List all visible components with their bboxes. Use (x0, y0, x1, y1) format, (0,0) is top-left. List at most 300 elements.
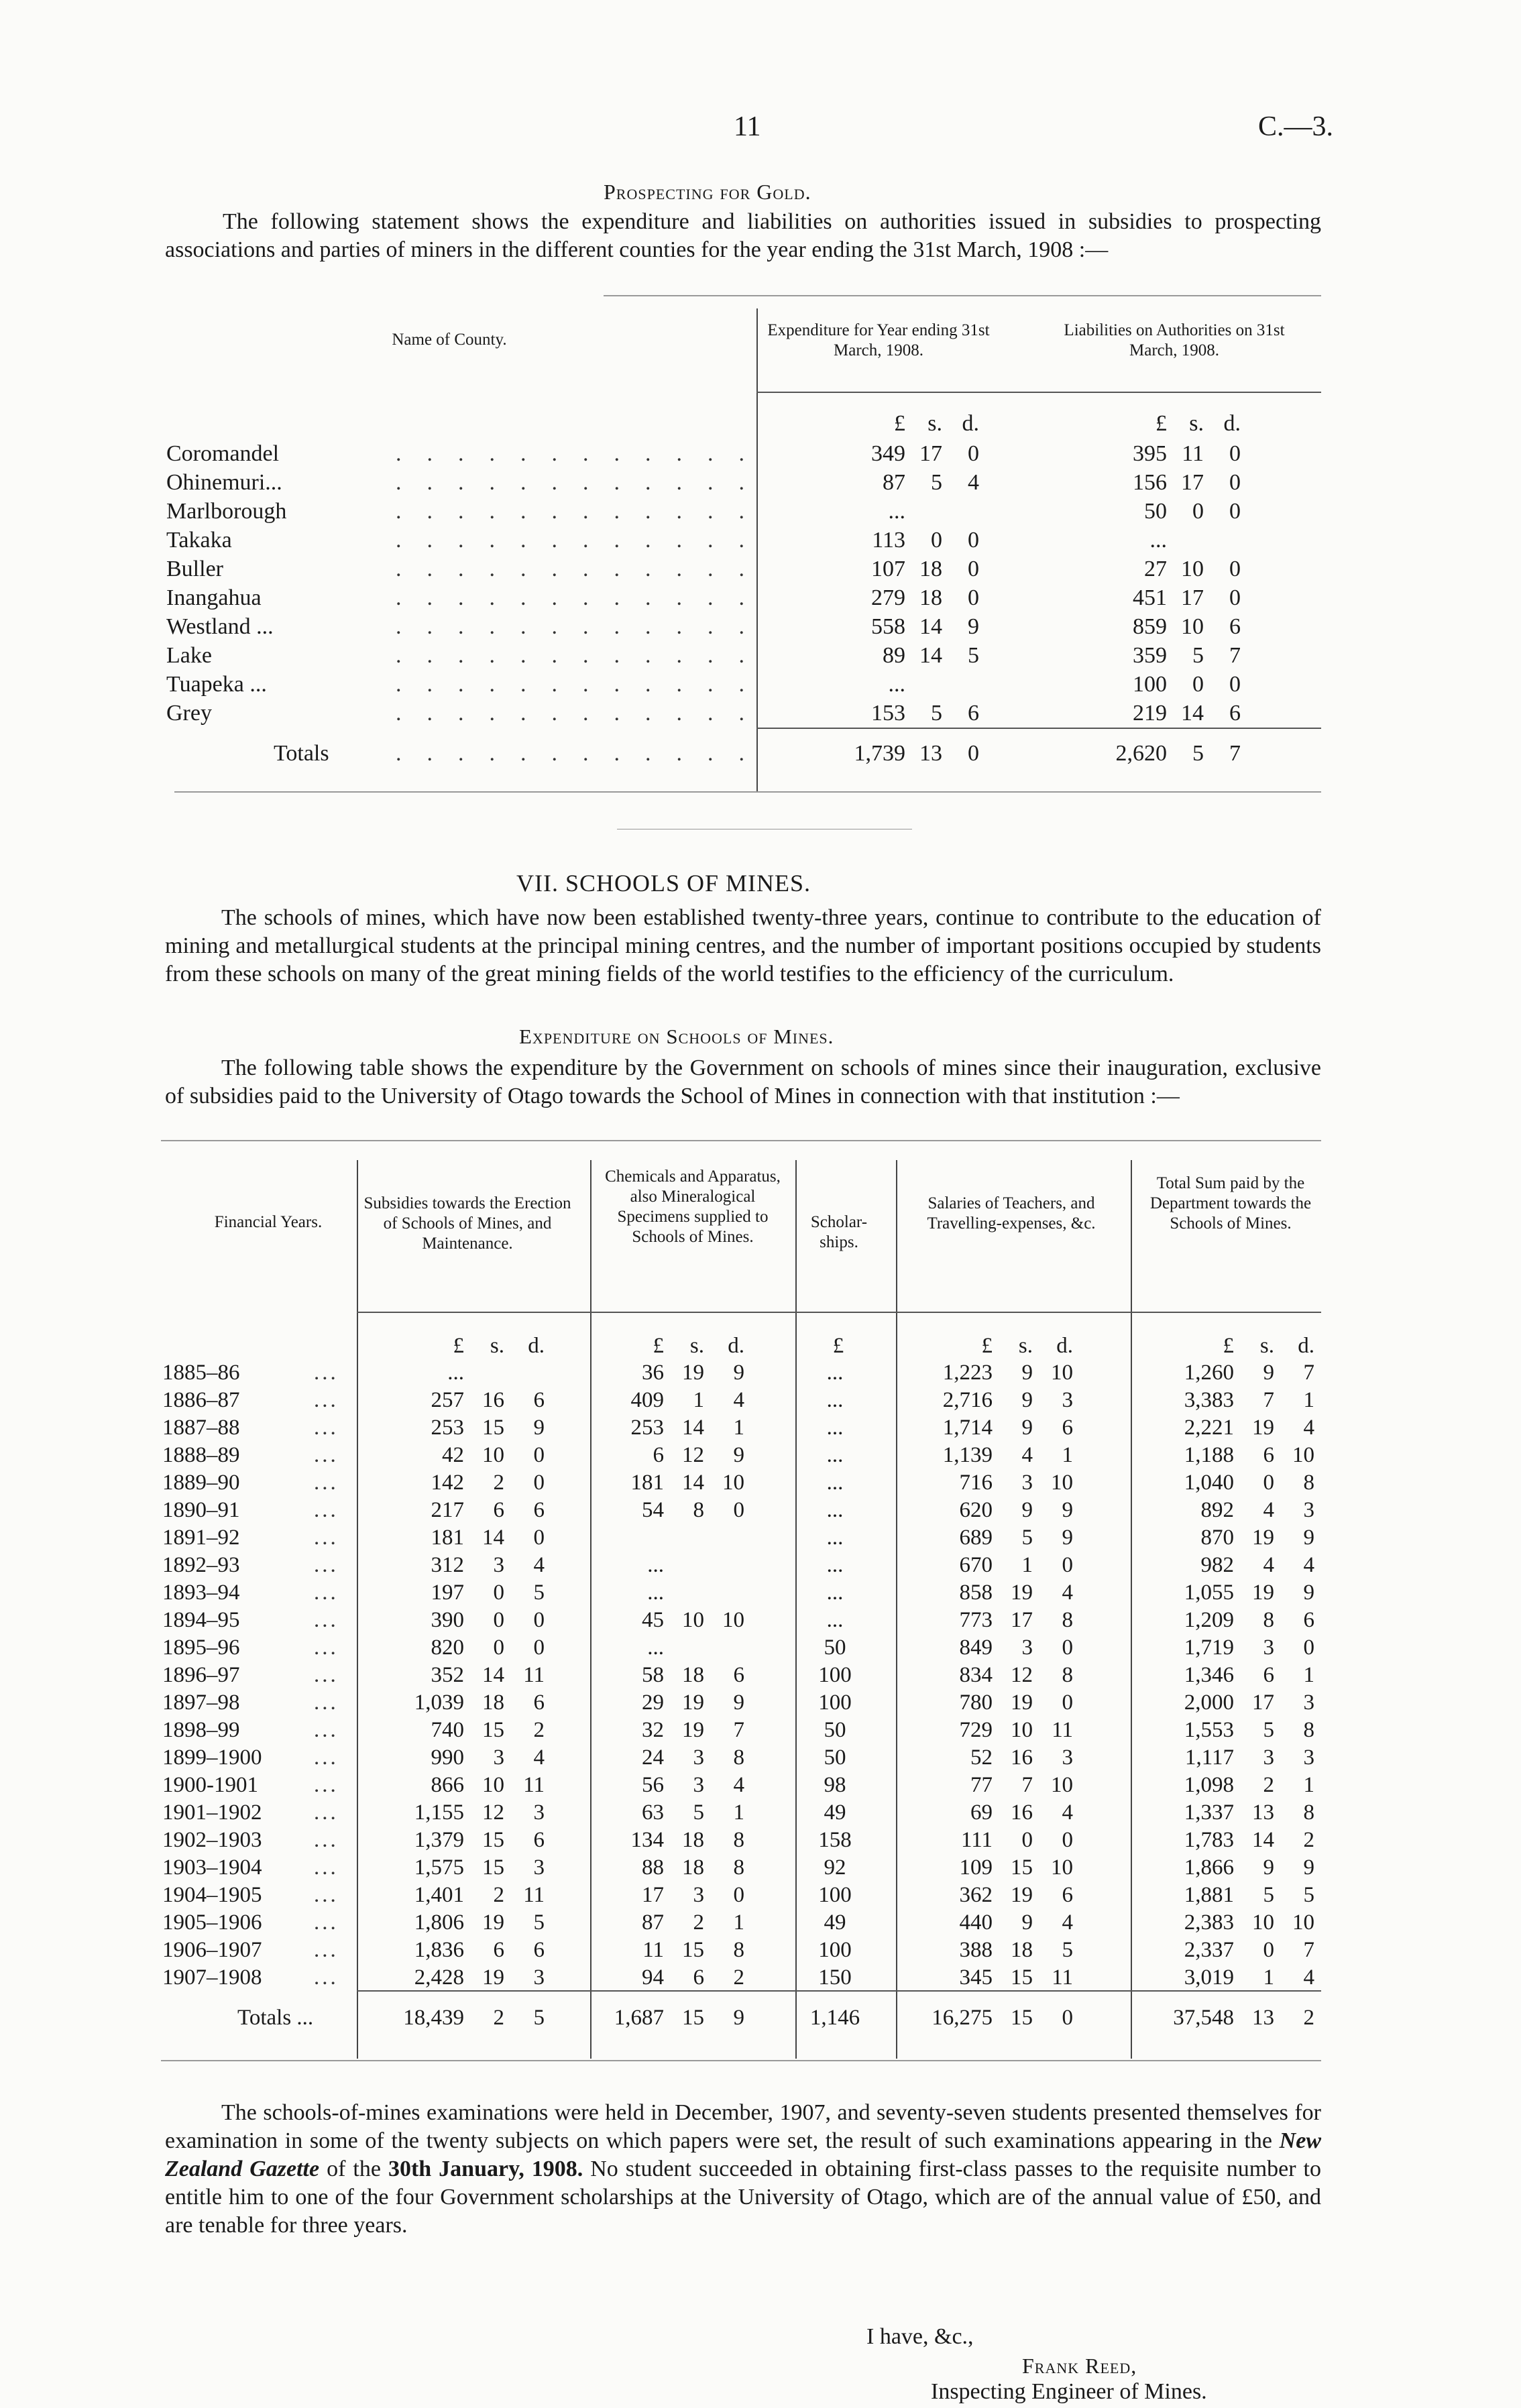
total-shillings: 3 (1263, 1745, 1274, 1770)
total-pence: 4 (1303, 1553, 1314, 1577)
subsidies-shillings: 3 (493, 1745, 504, 1770)
subsidies-pence: 0 (533, 1608, 545, 1632)
liability-pence: 0 (1229, 585, 1241, 610)
leader-dots: ............ (396, 528, 770, 553)
salaries-pence: 11 (1052, 1965, 1073, 1990)
expenditure-pounds: 153 (871, 701, 905, 726)
chemicals-shillings: 8 (693, 1498, 704, 1522)
gold-totals-liab-l: 2,620 (1115, 741, 1167, 766)
scholarships-pounds: ... (826, 1553, 844, 1577)
salaries-pounds: 858 (959, 1581, 993, 1605)
subsidies-pounds: 990 (431, 1745, 464, 1770)
subsidies-shillings: 0 (493, 1608, 504, 1632)
subsidies-pounds: 42 (442, 1443, 464, 1467)
salaries-pounds: 69 (970, 1800, 993, 1825)
total-pounds: 1,260 (1184, 1361, 1234, 1385)
expenditure-shillings: 14 (919, 643, 942, 668)
total-pounds: 2,000 (1184, 1690, 1234, 1715)
subsidies-pence: 0 (533, 1443, 545, 1467)
chemicals-pounds: 409 (630, 1388, 664, 1412)
subsidies-pounds: 197 (431, 1581, 464, 1605)
total-shillings: 3 (1263, 1636, 1274, 1660)
total-pence: 1 (1303, 1388, 1314, 1412)
chemicals-pence: 9 (733, 1443, 744, 1467)
total-pence: 1 (1303, 1663, 1314, 1687)
schools-header-year: Financial Years. (214, 1213, 323, 1231)
schools-table-row (161, 1798, 1321, 1827)
gold-header-liabilities: Liabilities on Authorities on 31st March, 1908. (1064, 321, 1285, 359)
salaries-shillings: 9 (1021, 1910, 1033, 1935)
chemicals-shillings: 19 (682, 1361, 704, 1385)
total-shillings: 19 (1252, 1526, 1274, 1550)
salaries-shillings: 15 (1011, 1965, 1033, 1990)
chemicals-shillings: 6 (693, 1965, 704, 1990)
chemicals-pence: 0 (733, 1883, 744, 1907)
salaries-shillings: 4 (1021, 1443, 1033, 1467)
totals-total-d: 2 (1303, 2006, 1314, 2030)
leader-dots: ... (314, 1718, 339, 1742)
salaries-shillings: 9 (1021, 1498, 1033, 1522)
liability-pounds: 27 (1144, 557, 1167, 581)
leader-dots: ... (314, 1443, 339, 1467)
total-pounds: 1,881 (1184, 1883, 1234, 1907)
leader-dots: ... (314, 1498, 339, 1522)
schools-table-row (161, 1551, 1321, 1580)
leader-dots: ............ (396, 672, 770, 697)
scholarships-pounds: 50 (824, 1636, 846, 1660)
scholarships-pounds: 100 (818, 1663, 852, 1687)
gold-header-expenditure: Expenditure for Year ending 31st March, 1908. (767, 321, 990, 359)
expenditure-pounds: 89 (883, 643, 905, 668)
financial-year: 1903–1904 (162, 1855, 262, 1880)
gold-totals-row (161, 739, 1321, 768)
leader-dots: ............ (396, 470, 770, 495)
chem-unit-s: s. (689, 1334, 704, 1358)
salaries-pence: 3 (1062, 1745, 1073, 1770)
expenditure-shillings: 18 (919, 557, 942, 581)
schools-table-title: Expenditure on Schools of Mines. (519, 1025, 834, 1048)
total-shillings: 0 (1263, 1471, 1274, 1495)
subsidies-pence: 9 (533, 1416, 545, 1440)
chemicals-shillings: 18 (682, 1663, 704, 1687)
scholarships-pounds: 49 (824, 1800, 846, 1825)
salaries-pence: 5 (1062, 1938, 1073, 1962)
salaries-pence: 8 (1062, 1663, 1073, 1687)
closing-text-2: of the (319, 2157, 388, 2181)
leader-dots: ... (314, 1773, 339, 1797)
expenditure-shillings: 5 (931, 470, 942, 495)
gold-table-row (161, 583, 1321, 612)
gold-totals-label: Totals (274, 741, 329, 766)
chemicals-pence: 8 (733, 1938, 744, 1962)
salaries-pence: 0 (1062, 1690, 1073, 1715)
gazette-date: 30th January, 1908. (388, 2157, 583, 2181)
liability-pence: 7 (1229, 643, 1241, 668)
salaries-pence: 10 (1051, 1855, 1073, 1880)
total-pence: 8 (1303, 1800, 1314, 1825)
gold-totals-exp-s: 13 (919, 741, 942, 766)
chem-unit-l: £ (653, 1334, 664, 1358)
subsidies-pounds: 257 (431, 1388, 464, 1412)
total-shillings: 5 (1263, 1718, 1274, 1742)
subsidies-shillings: 16 (482, 1388, 504, 1412)
total-shillings: 9 (1263, 1361, 1274, 1385)
subsidies-pounds: 2,428 (414, 1965, 464, 1990)
liability-pounds: 219 (1133, 701, 1167, 726)
salaries-shillings: 9 (1021, 1361, 1033, 1385)
liability-shillings: 0 (1192, 499, 1204, 524)
total-shillings: 4 (1263, 1553, 1274, 1577)
financial-year: 1901–1902 (162, 1800, 262, 1825)
subsidies-pence: 4 (533, 1745, 545, 1770)
salaries-pence: 0 (1062, 1828, 1073, 1852)
subsidies-pounds: 1,155 (414, 1800, 464, 1825)
total-pence: 9 (1303, 1581, 1314, 1605)
chemicals-pence: 8 (733, 1855, 744, 1880)
sal-unit-s: s. (1018, 1334, 1033, 1358)
expenditure-pence: 0 (968, 441, 979, 466)
county-name: Takaka (166, 528, 232, 553)
gold-table-row (161, 468, 1321, 497)
expenditure-pence: 4 (968, 470, 979, 495)
scholarships-pounds: 100 (818, 1938, 852, 1962)
leader-dots: ... (314, 1388, 339, 1412)
liability-shillings: 10 (1181, 614, 1204, 639)
subsidies-pounds: 181 (431, 1526, 464, 1550)
salaries-pence: 6 (1062, 1416, 1073, 1440)
salaries-pence: 9 (1062, 1498, 1073, 1522)
subs-unit-d: d. (528, 1334, 545, 1358)
total-shillings: 14 (1252, 1828, 1274, 1852)
chemicals-pence: 1 (733, 1910, 744, 1935)
chemicals-shillings: 10 (682, 1608, 704, 1632)
subsidies-pence: 6 (533, 1498, 545, 1522)
subsidies-shillings: 15 (482, 1718, 504, 1742)
schools-table-row (161, 1633, 1321, 1662)
salaries-shillings: 19 (1011, 1581, 1033, 1605)
liability-pounds: 100 (1133, 672, 1167, 697)
liability-pounds: 156 (1133, 470, 1167, 495)
total-pounds: 3,019 (1184, 1965, 1234, 1990)
schools-header-salaries: Salaries of Teachers, and Travelling-expenses, &c. (927, 1194, 1096, 1232)
gold-table (161, 295, 1321, 805)
financial-year: 1900-1901 (162, 1773, 258, 1797)
liability-pounds: 359 (1133, 643, 1167, 668)
financial-year: 1907–1908 (162, 1965, 262, 1990)
financial-year: 1885–86 (162, 1361, 240, 1385)
schol-unit-l: £ (832, 1334, 844, 1358)
gold-table-row (161, 555, 1321, 583)
total-shillings: 5 (1263, 1883, 1274, 1907)
subsidies-shillings: 3 (493, 1553, 504, 1577)
total-unit-l: £ (1223, 1334, 1234, 1358)
totals-chem-d: 9 (733, 2006, 744, 2030)
financial-year: 1889–90 (162, 1471, 240, 1495)
totals-chem-l: 1,687 (614, 2006, 664, 2030)
gold-liab-unit-l: £ (1156, 411, 1167, 436)
total-pence: 3 (1303, 1690, 1314, 1715)
scholarships-pounds: ... (826, 1608, 844, 1632)
total-shillings: 7 (1263, 1388, 1274, 1412)
subsidies-pence: 3 (533, 1965, 545, 1990)
total-unit-d: d. (1298, 1334, 1314, 1358)
chemicals-shillings: 5 (693, 1800, 704, 1825)
gold-table-top-rule (604, 295, 1321, 296)
salaries-pence: 3 (1062, 1388, 1073, 1412)
total-shillings: 9 (1263, 1855, 1274, 1880)
salaries-shillings: 5 (1021, 1526, 1033, 1550)
expenditure-pounds: 349 (871, 441, 905, 466)
subsidies-pence: 11 (523, 1773, 545, 1797)
subs-unit-s: s. (490, 1334, 504, 1358)
liability-pence: 6 (1229, 614, 1241, 639)
liability-shillings: 17 (1181, 585, 1204, 610)
leader-dots: ... (314, 1965, 339, 1990)
salaries-shillings: 16 (1011, 1800, 1033, 1825)
schools-table-row (161, 1881, 1321, 1910)
chemicals-pounds: 6 (653, 1443, 664, 1467)
scholarships-pounds: 100 (818, 1690, 852, 1715)
total-pence: 4 (1303, 1416, 1314, 1440)
salaries-shillings: 12 (1011, 1663, 1033, 1687)
chemicals-pence: 9 (733, 1361, 744, 1385)
liability-shillings: 10 (1181, 557, 1204, 581)
subsidies-pence: 6 (533, 1690, 545, 1715)
gold-totals-liab-s: 5 (1192, 741, 1204, 766)
subsidies-shillings: 2 (493, 1471, 504, 1495)
total-pence: 10 (1292, 1910, 1314, 1935)
liability-shillings: 14 (1181, 701, 1204, 726)
schools-totals-rule (357, 1990, 1321, 1992)
schools-table-intro: The following table shows the expenditure by the Government on schools of mines since their inauguration, exclusive of subsidies paid to the University of Otago towards the School of Mines in connection with that institution :— (165, 1055, 1321, 1108)
financial-year: 1887–88 (162, 1416, 240, 1440)
subsidies-pounds: 217 (431, 1498, 464, 1522)
gold-totals-liab-d: 7 (1229, 741, 1241, 766)
scholarships-pounds: ... (826, 1471, 844, 1495)
schools-table-row (161, 1661, 1321, 1690)
leader-dots: ... (314, 1553, 339, 1577)
chemicals-shillings: 3 (693, 1745, 704, 1770)
expenditure-pounds: ... (888, 672, 905, 697)
financial-year: 1894–95 (162, 1608, 240, 1632)
document-reference: C.—3. (1258, 111, 1334, 142)
leader-dots: ... (314, 1828, 339, 1852)
total-shillings: 6 (1263, 1443, 1274, 1467)
subs-unit-l: £ (453, 1334, 464, 1358)
chemicals-pence: 7 (733, 1718, 744, 1742)
total-pence: 0 (1303, 1636, 1314, 1660)
leader-dots: ............ (396, 614, 770, 639)
gold-table-row (161, 439, 1321, 468)
schools-section-heading: VII. SCHOOLS OF MINES. (516, 870, 811, 897)
chemicals-pence: 8 (733, 1745, 744, 1770)
leader-dots: ... (314, 1608, 339, 1632)
schools-table-row (161, 1441, 1321, 1470)
expenditure-pounds: ... (888, 499, 905, 524)
chemicals-pounds: 88 (642, 1855, 664, 1880)
liability-pence: 0 (1229, 441, 1241, 466)
subsidies-pounds: 1,401 (414, 1883, 464, 1907)
subsidies-shillings: 14 (482, 1526, 504, 1550)
chemicals-pounds: ... (647, 1636, 664, 1660)
financial-year: 1888–89 (162, 1443, 240, 1467)
schools-totals-row (161, 2004, 1321, 2032)
chemicals-shillings: 1 (693, 1388, 704, 1412)
gold-section-title: Prospecting for Gold. (604, 180, 811, 204)
chemicals-pence: 4 (733, 1773, 744, 1797)
schools-table-row (161, 1469, 1321, 1497)
liability-shillings: 5 (1192, 643, 1204, 668)
totals-chem-s: 15 (682, 2006, 704, 2030)
chemicals-pounds: 63 (642, 1800, 664, 1825)
expenditure-shillings: 18 (919, 585, 942, 610)
schools-units-row (161, 1332, 1321, 1361)
liability-pounds: 50 (1144, 499, 1167, 524)
leader-dots: ............ (396, 499, 770, 524)
subsidies-pounds: 1,806 (414, 1910, 464, 1935)
subsidies-pence: 6 (533, 1938, 545, 1962)
chemicals-shillings: 3 (693, 1773, 704, 1797)
salaries-pounds: 52 (970, 1745, 993, 1770)
county-name: Ohinemuri... (166, 470, 282, 495)
subsidies-pounds: 1,379 (414, 1828, 464, 1852)
subsidies-shillings: 15 (482, 1828, 504, 1852)
salaries-shillings: 3 (1021, 1636, 1033, 1660)
salaries-pounds: 670 (959, 1553, 993, 1577)
leader-dots: ... (314, 1883, 339, 1907)
salaries-shillings: 15 (1011, 1855, 1033, 1880)
salaries-pence: 4 (1062, 1581, 1073, 1605)
schools-table-row (161, 1716, 1321, 1745)
salaries-shillings: 19 (1011, 1883, 1033, 1907)
subsidies-pence: 3 (533, 1800, 545, 1825)
liability-pounds: 395 (1133, 441, 1167, 466)
expenditure-pounds: 87 (883, 470, 905, 495)
liability-pence: 0 (1229, 672, 1241, 697)
subsidies-pounds: 312 (431, 1553, 464, 1577)
chemicals-pounds: 36 (642, 1361, 664, 1385)
total-pounds: 1,055 (1184, 1581, 1234, 1605)
total-pounds: 1,337 (1184, 1800, 1234, 1825)
scholarships-pounds: 49 (824, 1910, 846, 1935)
salaries-shillings: 16 (1011, 1745, 1033, 1770)
subsidies-pence: 4 (533, 1553, 545, 1577)
total-pence: 3 (1303, 1498, 1314, 1522)
liability-shillings: 11 (1182, 441, 1204, 466)
total-pounds: 3,383 (1184, 1388, 1234, 1412)
financial-year: 1893–94 (162, 1581, 240, 1605)
gold-table-row (161, 526, 1321, 555)
chemicals-pence: 0 (733, 1498, 744, 1522)
county-name: Tuapeka ... (166, 672, 267, 697)
subsidies-pence: 5 (533, 1910, 545, 1935)
salaries-pounds: 834 (959, 1663, 993, 1687)
schools-table-row (161, 1908, 1321, 1937)
salaries-shillings: 10 (1011, 1718, 1033, 1742)
total-pounds: 1,719 (1184, 1636, 1234, 1660)
chemicals-shillings: 18 (682, 1828, 704, 1852)
total-pounds: 1,098 (1184, 1773, 1234, 1797)
salaries-pounds: 109 (959, 1855, 993, 1880)
chemicals-pence: 1 (733, 1416, 744, 1440)
schools-header-rule (357, 1312, 1321, 1313)
chemicals-shillings: 19 (682, 1718, 704, 1742)
chemicals-pence: 1 (733, 1800, 744, 1825)
salaries-pounds: 362 (959, 1883, 993, 1907)
schools-header-chemicals: Chemicals and Apparatus, also Mineralogical Specimens supplied to Schools of Mines. (605, 1167, 781, 1246)
salaries-pence: 9 (1062, 1526, 1073, 1550)
subsidies-shillings: 12 (482, 1800, 504, 1825)
schools-table-row (161, 1496, 1321, 1525)
signature-title: Inspecting Engineer of Mines. (931, 2379, 1207, 2404)
subsidies-shillings: 19 (482, 1910, 504, 1935)
schools-header-total: Total Sum paid by the Department towards the Schools of Mines. (1149, 1174, 1312, 1232)
subsidies-shillings: 14 (482, 1663, 504, 1687)
salaries-pence: 11 (1052, 1718, 1073, 1742)
total-shillings: 13 (1252, 1800, 1274, 1825)
total-pounds: 1,188 (1184, 1443, 1234, 1467)
expenditure-pounds: 113 (872, 528, 905, 553)
financial-year: 1891–92 (162, 1526, 240, 1550)
scholarships-pounds: 100 (818, 1883, 852, 1907)
subsidies-shillings: 19 (482, 1965, 504, 1990)
expenditure-shillings: 17 (919, 441, 942, 466)
chemicals-pounds: 32 (642, 1718, 664, 1742)
chemicals-pounds: 134 (630, 1828, 664, 1852)
expenditure-pounds: 279 (871, 585, 905, 610)
salaries-pence: 10 (1051, 1471, 1073, 1495)
totals-sal-s: 15 (1011, 2006, 1033, 2030)
gold-table-row (161, 670, 1321, 699)
leader-dots: ... (314, 1855, 339, 1880)
county-name: Lake (166, 643, 212, 668)
total-pence: 9 (1303, 1526, 1314, 1550)
salaries-pence: 8 (1062, 1608, 1073, 1632)
expenditure-shillings: 0 (931, 528, 942, 553)
total-shillings: 19 (1252, 1581, 1274, 1605)
schools-table-row (161, 1524, 1321, 1552)
expenditure-shillings: 5 (931, 701, 942, 726)
expenditure-shillings: 14 (919, 614, 942, 639)
liability-shillings: 0 (1192, 672, 1204, 697)
salaries-shillings: 3 (1021, 1471, 1033, 1495)
subsidies-pence: 5 (533, 1581, 545, 1605)
leader-dots: ... (314, 1938, 339, 1962)
financial-year: 1904–1905 (162, 1883, 262, 1907)
expenditure-pence: 0 (968, 585, 979, 610)
gold-units-row (161, 409, 1321, 438)
salaries-shillings: 9 (1021, 1416, 1033, 1440)
gold-exp-unit-d: d. (962, 411, 979, 436)
subsidies-pence: 3 (533, 1855, 545, 1880)
financial-year: 1886–87 (162, 1388, 240, 1412)
liability-pence: 6 (1229, 701, 1241, 726)
schools-table-row (161, 1414, 1321, 1442)
salaries-pence: 6 (1062, 1883, 1073, 1907)
gold-exp-unit-s: s. (927, 411, 942, 436)
subsidies-pounds: 1,575 (414, 1855, 464, 1880)
subsidies-pence: 0 (533, 1636, 545, 1660)
salaries-pence: 0 (1062, 1636, 1073, 1660)
salaries-pence: 10 (1051, 1361, 1073, 1385)
salaries-shillings: 1 (1021, 1553, 1033, 1577)
liability-pence: 0 (1229, 499, 1241, 524)
schools-table-row (161, 1936, 1321, 1965)
salaries-pounds: 689 (959, 1526, 993, 1550)
leader-dots: ... (314, 1745, 339, 1770)
total-pounds: 1,553 (1184, 1718, 1234, 1742)
schools-table-bottom-rule (161, 2060, 1321, 2061)
